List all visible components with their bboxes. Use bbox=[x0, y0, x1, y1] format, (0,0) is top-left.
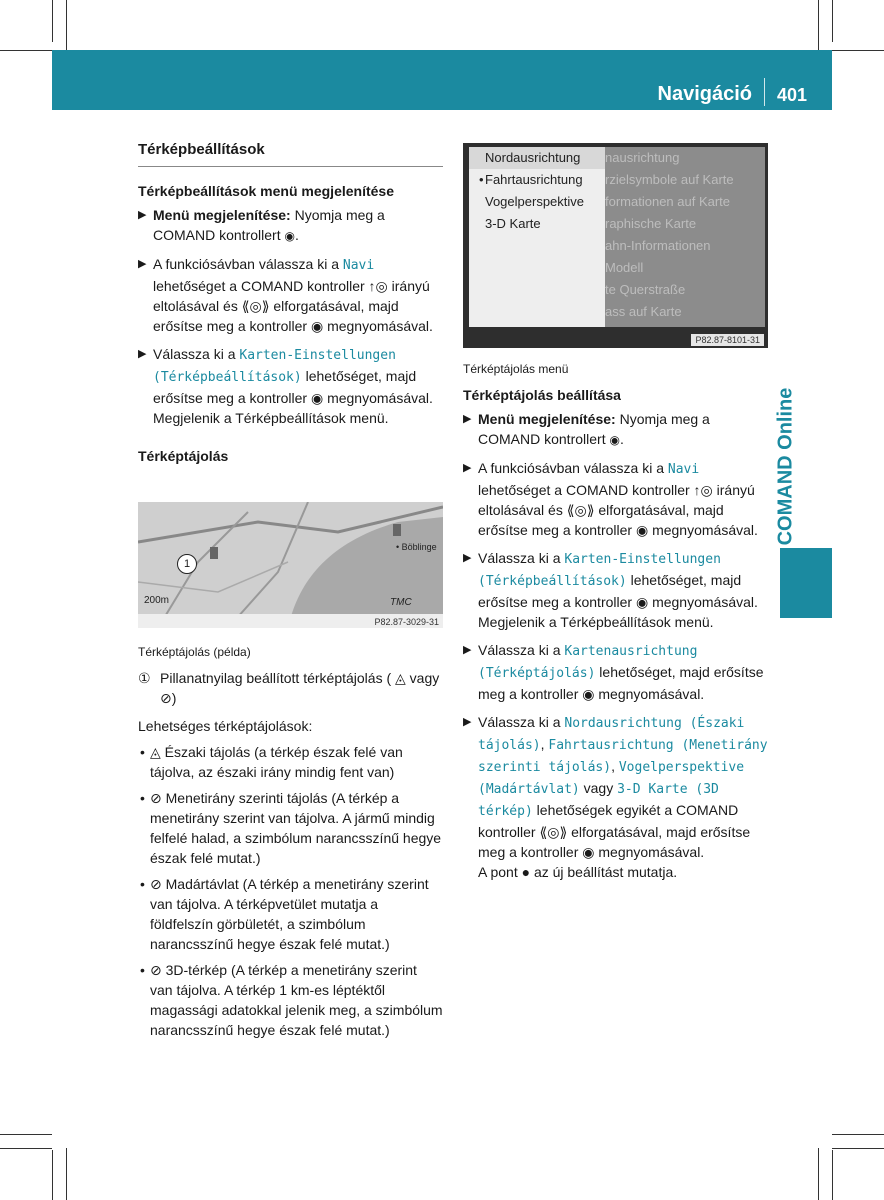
step-text: Válassza ki a bbox=[478, 642, 565, 658]
left-column-lower bbox=[138, 638, 443, 1046]
image-reference: P82.87-3029-31 bbox=[374, 617, 439, 627]
callout-marker: 1 bbox=[177, 554, 197, 574]
step-text: Nyomja meg a COMAND kontrollert bbox=[478, 411, 710, 447]
arrow-right-icon: ▶ bbox=[463, 644, 472, 656]
step-text: lehetőséget, majd erősítse meg a kontroller ◉ megnyomásával. bbox=[478, 572, 758, 610]
bullet-icon: • bbox=[140, 744, 145, 760]
side-tab-label: COMAND Online bbox=[774, 387, 797, 546]
menu-item-3d-karte[interactable] bbox=[469, 213, 605, 235]
menu-code: Karten-Einstellungen (Térképbeállítások) bbox=[153, 348, 396, 385]
list-item bbox=[138, 788, 443, 868]
list-item-text: ◬ Északi tájolás (a térkép észak felé van tájolva, az északi irány mindig fent van) bbox=[150, 744, 403, 780]
step-text: Válassza ki a bbox=[478, 550, 565, 566]
arrow-right-icon: ▶ bbox=[463, 716, 472, 728]
list-item bbox=[138, 874, 443, 954]
menu-code: 3-D Karte (3D térkép) bbox=[478, 782, 719, 819]
crop-mark bbox=[832, 1148, 884, 1149]
arrow-right-icon: ▶ bbox=[463, 462, 472, 474]
arrow-right-icon: ▶ bbox=[138, 209, 147, 221]
instruction-step bbox=[463, 712, 768, 882]
figure-caption: Térképtájolás menü bbox=[463, 362, 569, 376]
menu-code: Kartenausrichtung (Térképtájolás) bbox=[478, 644, 698, 681]
crop-mark bbox=[832, 0, 833, 42]
background-row: ahn-Informationen bbox=[605, 238, 711, 253]
instruction-step: ▶ Menü megjelenítése: Nyomja meg a COMAND kontrollert ◉. bbox=[138, 207, 385, 243]
crop-mark bbox=[52, 1150, 53, 1200]
chapter-title: Navigáció bbox=[657, 83, 752, 105]
crop-mark bbox=[818, 1148, 819, 1200]
right-column bbox=[463, 355, 768, 890]
background-row: formationen auf Karte bbox=[605, 194, 731, 209]
step-text: lehetőségek egyikét a COMAND kontroller ⟪◎⟫ elforgatásával, majd erősítse meg a kontroller ◉ megnyomásával. bbox=[478, 802, 751, 860]
step-result: Megjelenik a Térképbeállítások menü. bbox=[478, 614, 714, 630]
background-row: nausrichtung bbox=[605, 150, 680, 165]
instruction-step bbox=[463, 640, 768, 704]
crop-mark bbox=[0, 50, 52, 51]
crop-mark bbox=[66, 0, 67, 50]
arrow-right-icon: ▶ bbox=[138, 258, 147, 270]
menu-code: Nordausrichtung (Északi tájolás) bbox=[478, 716, 745, 753]
list-item-text: ⊘ Menetirány szerinti tájolás (A térkép a menetirány szerint van tájolva. A jármű mindig felfelé halad, a szimbólum narancsszínű hegye észak felé mutat.) bbox=[150, 790, 442, 866]
crop-mark bbox=[832, 1134, 884, 1135]
section-title: Térképbeállítások bbox=[138, 140, 443, 167]
menu-item-label: Nordausrichtung bbox=[485, 150, 581, 165]
background-row: rzielsymbole auf Karte bbox=[605, 172, 734, 187]
callout-text: Pillanatnyilag beállított térképtájolás ( ◬ vagy ⊘) bbox=[160, 670, 440, 706]
menu-item-nordausrichtung[interactable] bbox=[469, 147, 605, 169]
bullet-icon: • bbox=[140, 876, 145, 892]
menu-item-label: Vogelperspektive bbox=[485, 194, 585, 209]
arrow-right-icon: ▶ bbox=[463, 552, 472, 564]
side-tab-block bbox=[780, 548, 832, 618]
step-label: Menü megjelenítése: bbox=[478, 411, 616, 427]
selected-dot-icon: • bbox=[479, 172, 484, 187]
orientation-menu bbox=[469, 147, 605, 327]
crop-mark bbox=[818, 0, 819, 50]
crop-mark bbox=[0, 1134, 52, 1135]
step-text: vagy bbox=[579, 780, 618, 796]
menu-code: Vogelperspektive (Madártávlat) bbox=[478, 760, 745, 797]
step-result: Megjelenik a Térképbeállítások menü. bbox=[153, 410, 389, 426]
instruction-step bbox=[463, 548, 768, 632]
step-text: , bbox=[611, 758, 619, 774]
bullet-icon: • bbox=[140, 790, 145, 806]
menu-screenshot bbox=[463, 143, 768, 348]
step-text: Válassza ki a bbox=[153, 346, 240, 362]
map-screenshot bbox=[138, 502, 443, 628]
menu-code: Navi bbox=[667, 462, 700, 477]
arrow-right-icon: ▶ bbox=[138, 348, 147, 360]
step-text: A funkciósávban válassza ki a bbox=[478, 460, 668, 476]
background-menu bbox=[605, 147, 765, 327]
crop-mark bbox=[832, 50, 884, 51]
map-place-label: • Böblinge bbox=[396, 542, 437, 552]
header-divider bbox=[764, 78, 765, 106]
step-text: , bbox=[540, 736, 549, 752]
menu-item-label: Fahrtausrichtung bbox=[485, 172, 583, 187]
callout-description bbox=[138, 668, 443, 708]
callout-number-icon: ① bbox=[138, 670, 151, 686]
step-text: lehetőséget, majd erősítse meg a kontroller ◉ megnyomásával. bbox=[478, 664, 764, 702]
instruction-step: ▶ Menü megjelenítése: Nyomja meg a COMAND kontrollert ◉. bbox=[463, 411, 710, 447]
crop-mark bbox=[66, 1148, 67, 1200]
image-reference: P82.87-8101-31 bbox=[691, 334, 764, 346]
menu-code: Fahrtausrichtung (Menetirány szerinti tájolás) bbox=[478, 738, 768, 775]
figure-caption: Térképtájolás (példa) bbox=[138, 645, 251, 659]
map-scale: 200m bbox=[144, 595, 170, 606]
background-row: te Querstraße bbox=[605, 282, 686, 297]
background-row: ass auf Karte bbox=[605, 304, 682, 319]
background-row: Modell bbox=[605, 260, 644, 275]
press-controller-icon: ◉ bbox=[284, 229, 295, 243]
arrow-right-icon: ▶ bbox=[463, 413, 472, 425]
menu-item-label: 3-D Karte bbox=[485, 216, 541, 231]
instruction-step bbox=[138, 344, 443, 428]
subsection-title: Térképtájolás beállítása bbox=[463, 387, 621, 403]
tmc-logo: TMC bbox=[390, 597, 412, 608]
crop-mark bbox=[52, 0, 53, 42]
subsection-title: Térképbeállítások menü megjelenítése bbox=[138, 183, 394, 199]
step-label: Menü megjelenítése: bbox=[153, 207, 291, 223]
list-item-text: ⊘ 3D-térkép (A térkép a menetirány szerint van tájolva. A térkép 1 km-es léptéktől magassági adatokkal jelenik meg, a szimbólum narancsszínű hegye észak felé mutat.) bbox=[150, 962, 443, 1038]
step-result: A pont ● az új beállítást mutatja. bbox=[478, 864, 678, 880]
instruction-step bbox=[463, 458, 768, 540]
menu-item-fahrtausrichtung[interactable] bbox=[469, 169, 605, 191]
list-item bbox=[138, 742, 443, 782]
step-text: Válassza ki a bbox=[478, 714, 565, 730]
subsection-title: Térképtájolás bbox=[138, 448, 229, 464]
list-item bbox=[138, 960, 443, 1040]
step-text: lehetőséget a COMAND kontroller ↑◎ irányú eltolásával és ⟪◎⟫ elforgatásával, majd erősítse meg a kontroller ◉ megnyomásával. bbox=[153, 278, 433, 334]
background-row: raphische Karte bbox=[605, 216, 697, 231]
press-controller-icon: ◉ bbox=[609, 433, 620, 447]
left-column bbox=[138, 140, 443, 470]
menu-item-vogelperspektive[interactable] bbox=[469, 191, 605, 213]
menu-code: Navi bbox=[342, 258, 375, 273]
page-header bbox=[52, 50, 832, 110]
crop-mark bbox=[0, 1148, 52, 1149]
menu-code: Karten-Einstellungen (Térképbeállítások) bbox=[478, 552, 721, 589]
list-item-text: ⊘ Madártávlat (A térkép a menetirány szerint van tájolva. A térképvetület mutatja a földfelszín görbületét, a szimbólum narancsszínű hegye észak felé mutat.) bbox=[150, 876, 429, 952]
page-number: 401 bbox=[777, 85, 808, 105]
step-text: Nyomja meg a COMAND kontrollert bbox=[153, 207, 385, 243]
options-title: Lehetséges térképtájolások: bbox=[138, 718, 313, 734]
bullet-icon: • bbox=[140, 962, 145, 978]
step-text: lehetőséget, majd erősítse meg a kontroller ◉ megnyomásával. bbox=[153, 368, 433, 406]
step-text: A funkciósávban válassza ki a bbox=[153, 256, 343, 272]
crop-mark bbox=[832, 1150, 833, 1200]
step-text: lehetőséget a COMAND kontroller ↑◎ irányú eltolásával és ⟪◎⟫ elforgatásával, majd erősítse meg a kontroller ◉ megnyomásával. bbox=[478, 482, 758, 538]
instruction-step bbox=[138, 254, 443, 336]
